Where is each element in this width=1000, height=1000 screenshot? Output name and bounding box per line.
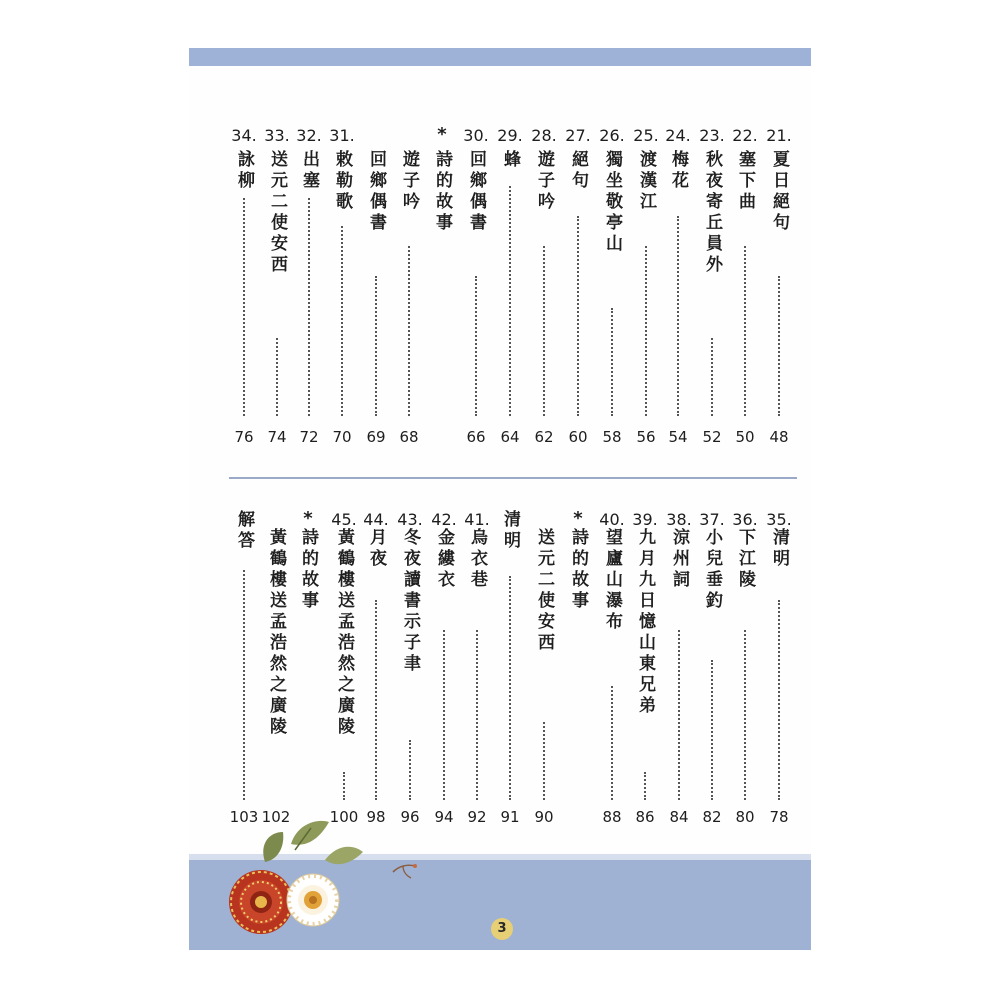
dot-leader	[375, 600, 377, 800]
entry-page: 96	[400, 808, 420, 826]
entry-number: 27.	[565, 126, 591, 145]
entry-number: 31.	[329, 126, 355, 145]
entry-number: 37.	[699, 510, 725, 529]
entry-title: 回鄉偶書	[366, 150, 386, 234]
dot-leader	[543, 722, 545, 800]
dot-leader	[276, 338, 278, 416]
entry-title: 梅花	[668, 150, 688, 192]
dot-leader	[509, 186, 511, 416]
entry-title: 清明	[500, 510, 520, 552]
entry-number: 22.	[732, 126, 758, 145]
section-divider	[229, 477, 797, 479]
dot-leader	[308, 198, 310, 416]
entry-title: 詩的故事	[298, 528, 318, 612]
entry-number: 42.	[431, 510, 457, 529]
page-number: 3	[491, 918, 513, 940]
entry-page: 60	[568, 428, 588, 446]
entry-title: 出塞	[299, 150, 319, 192]
entry-page: 88	[602, 808, 622, 826]
entry-title: 涼州詞	[669, 528, 689, 591]
entry-page: 54	[668, 428, 688, 446]
star-bullet: *	[437, 124, 447, 145]
entry-title: 夏日絕句	[769, 150, 789, 234]
entry-title: 獨坐敬亭山	[602, 150, 622, 255]
dot-leader	[577, 216, 579, 416]
chrysanthemum-flower-icon	[225, 814, 395, 950]
entry-number: 26.	[599, 126, 625, 145]
entry-page: 52	[702, 428, 722, 446]
entry-number: 30.	[463, 126, 489, 145]
dot-leader	[476, 630, 478, 800]
entry-number: 39.	[632, 510, 658, 529]
entry-number: 36.	[732, 510, 758, 529]
entry-page: 98	[366, 808, 386, 826]
entry-page: 103	[229, 808, 259, 826]
entry-page: 92	[467, 808, 487, 826]
entry-page: 82	[702, 808, 722, 826]
dot-leader	[711, 660, 713, 800]
entry-title: 烏衣巷	[467, 528, 487, 591]
entry-number: 44.	[363, 510, 389, 529]
dot-leader	[243, 198, 245, 416]
entry-number: 43.	[397, 510, 423, 529]
dot-leader	[711, 338, 713, 416]
entry-number: 28.	[531, 126, 557, 145]
star-bullet: *	[573, 508, 583, 529]
entry-page: 66	[466, 428, 486, 446]
entry-page: 102	[261, 808, 291, 826]
entry-page: 72	[299, 428, 319, 446]
dot-leader	[744, 246, 746, 416]
entry-title: 敕勒歌	[332, 150, 352, 213]
dot-leader	[341, 226, 343, 416]
dot-leader	[408, 246, 410, 416]
entry-page: 74	[267, 428, 287, 446]
entry-page: 94	[434, 808, 454, 826]
entry-title: 遊子吟	[399, 150, 419, 213]
entry-title: 黃鶴樓送孟浩然之廣陵	[334, 528, 354, 738]
entry-title: 塞下曲	[735, 150, 755, 213]
entry-page: 70	[332, 428, 352, 446]
dot-leader	[678, 630, 680, 800]
entry-title: 渡漢江	[636, 150, 656, 213]
entry-page: 76	[234, 428, 254, 446]
entry-title: 金縷衣	[434, 528, 454, 591]
dot-leader	[778, 600, 780, 800]
dot-leader	[475, 276, 477, 416]
entry-title: 小兒垂釣	[702, 528, 722, 612]
entry-title: 清明	[769, 528, 789, 570]
entry-number: 33.	[264, 126, 290, 145]
dot-leader	[443, 630, 445, 800]
dot-leader	[611, 308, 613, 416]
entry-title: 送元二使安西	[267, 150, 287, 276]
entry-number: 35.	[766, 510, 792, 529]
entry-page: 91	[500, 808, 520, 826]
entry-number: 21.	[766, 126, 792, 145]
star-bullet: *	[303, 508, 313, 529]
entry-title: 月夜	[366, 528, 386, 570]
entry-title: 黃鶴樓送孟浩然之廣陵	[266, 528, 286, 738]
entry-title: 詠柳	[234, 150, 254, 192]
dot-leader	[409, 740, 411, 800]
entry-page: 48	[769, 428, 789, 446]
entry-number: 29.	[497, 126, 523, 145]
entry-number: 38.	[666, 510, 692, 529]
dot-leader	[645, 246, 647, 416]
dot-leader	[243, 570, 245, 800]
sprig-icon	[389, 856, 419, 880]
entry-title: 秋夜寄丘員外	[702, 150, 722, 276]
entry-number: 24.	[665, 126, 691, 145]
dot-leader	[509, 576, 511, 800]
entry-title: 蜂	[500, 150, 520, 171]
dot-leader	[611, 686, 613, 800]
entry-title: 解答	[234, 510, 254, 552]
dot-leader	[778, 276, 780, 416]
dot-leader	[543, 246, 545, 416]
entry-title: 送元二使安西	[534, 528, 554, 654]
entry-title: 下江陵	[735, 528, 755, 591]
entry-title: 遊子吟	[534, 150, 554, 213]
dot-leader	[677, 216, 679, 416]
entry-number: 34.	[231, 126, 257, 145]
entry-page: 78	[769, 808, 789, 826]
dot-leader	[644, 772, 646, 800]
entry-page: 84	[669, 808, 689, 826]
entry-number: 23.	[699, 126, 725, 145]
entry-page: 86	[635, 808, 655, 826]
entry-title: 望廬山瀑布	[602, 528, 622, 633]
entry-number: 25.	[633, 126, 659, 145]
entry-title: 回鄉偶書	[466, 150, 486, 234]
entry-title: 九月九日憶山東兄弟	[635, 528, 655, 717]
entry-page: 100	[329, 808, 359, 826]
table-of-contents-page	[189, 48, 811, 950]
dot-leader	[375, 276, 377, 416]
entry-page: 50	[735, 428, 755, 446]
entry-title: 詩的故事	[568, 528, 588, 612]
entry-page: 56	[636, 428, 656, 446]
entry-page: 69	[366, 428, 386, 446]
dot-leader	[343, 772, 345, 800]
entry-number: 41.	[464, 510, 490, 529]
entry-number: 32.	[296, 126, 322, 145]
entry-number: 45.	[331, 510, 357, 529]
entry-title: 冬夜讀書示子聿	[400, 528, 420, 675]
entry-number: 40.	[599, 510, 625, 529]
entry-title: 絕句	[568, 150, 588, 192]
top-color-band	[189, 48, 811, 66]
entry-page: 90	[534, 808, 554, 826]
entry-title: 詩的故事	[432, 150, 452, 234]
entry-page: 64	[500, 428, 520, 446]
dot-leader	[744, 630, 746, 800]
entry-page: 62	[534, 428, 554, 446]
entry-page: 68	[399, 428, 419, 446]
entry-page: 80	[735, 808, 755, 826]
entry-page: 58	[602, 428, 622, 446]
